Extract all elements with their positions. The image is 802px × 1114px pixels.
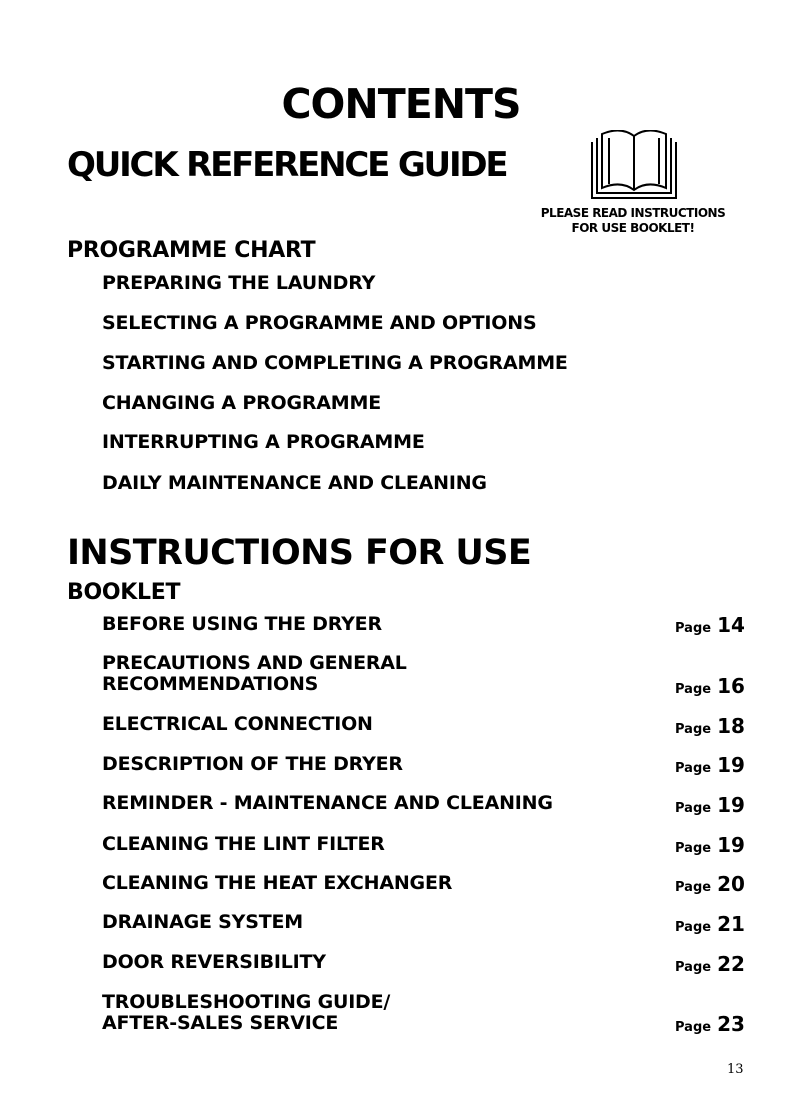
toc-item-lint-filter: CLEANING THE LINT FILTER bbox=[102, 833, 385, 855]
toc-item-before-using: BEFORE USING THE DRYER bbox=[102, 613, 382, 635]
toc-item-heat-exchanger: CLEANING THE HEAT EXCHANGER bbox=[102, 872, 453, 894]
toc-item-preparing-laundry: PREPARING THE LAUNDRY bbox=[102, 272, 376, 294]
programme-chart-heading: PROGRAMME CHART bbox=[67, 238, 316, 263]
instructions-notice bbox=[520, 206, 746, 236]
toc-item-starting-completing: STARTING AND COMPLETING A PROGRAMME bbox=[102, 352, 568, 374]
page-label: Page bbox=[675, 1020, 712, 1035]
toc-item-reminder: REMINDER - MAINTENANCE AND CLEANING bbox=[102, 792, 553, 814]
page-ref bbox=[675, 674, 745, 702]
page-number-ref: 18 bbox=[717, 714, 745, 738]
page-number: 13 bbox=[727, 1062, 744, 1077]
page-ref bbox=[675, 793, 745, 821]
page-label: Page bbox=[675, 722, 712, 737]
toc-item-drainage: DRAINAGE SYSTEM bbox=[102, 911, 303, 933]
toc-item-troubleshooting-cont: AFTER-SALES SERVICE bbox=[102, 1012, 339, 1034]
toc-item-door-reversibility: DOOR REVERSIBILITY bbox=[102, 951, 326, 973]
notice-line-1: PLEASE READ INSTRUCTIONS bbox=[540, 206, 726, 220]
page-number-ref: 19 bbox=[717, 833, 745, 857]
toc-item-daily-maintenance: DAILY MAINTENANCE AND CLEANING bbox=[102, 472, 487, 494]
page-number-ref: 16 bbox=[717, 674, 745, 698]
page-label: Page bbox=[675, 880, 712, 895]
toc-item-changing-programme: CHANGING A PROGRAMME bbox=[102, 392, 381, 414]
page-ref bbox=[675, 833, 745, 861]
quick-reference-guide-heading: QUICK REFERENCE GUIDE bbox=[67, 145, 507, 185]
page-label: Page bbox=[675, 682, 712, 697]
page-number-ref: 14 bbox=[717, 613, 745, 637]
page-label: Page bbox=[675, 920, 712, 935]
booklet-subheading: BOOKLET bbox=[67, 580, 181, 605]
page-label: Page bbox=[675, 621, 712, 636]
page-number-ref: 23 bbox=[717, 1012, 745, 1036]
page-label: Page bbox=[675, 761, 712, 776]
page-ref bbox=[675, 1012, 745, 1040]
toc-item-selecting-programme: SELECTING A PROGRAMME AND OPTIONS bbox=[102, 312, 537, 334]
page-ref bbox=[675, 952, 745, 980]
page-number-ref: 19 bbox=[717, 793, 745, 817]
page-ref bbox=[675, 613, 745, 641]
toc-item-precautions: PRECAUTIONS AND GENERAL bbox=[102, 652, 407, 674]
page-ref bbox=[675, 714, 745, 742]
open-book-icon bbox=[588, 130, 680, 202]
page-number-ref: 20 bbox=[717, 872, 745, 896]
toc-item-troubleshooting: TROUBLESHOOTING GUIDE/ bbox=[102, 991, 391, 1013]
page-label: Page bbox=[675, 960, 712, 975]
page-label: Page bbox=[675, 801, 712, 816]
page-number-ref: 21 bbox=[717, 912, 745, 936]
page-number-ref: 22 bbox=[717, 952, 745, 976]
toc-item-description: DESCRIPTION OF THE DRYER bbox=[102, 753, 403, 775]
page-label: Page bbox=[675, 841, 712, 856]
toc-item-electrical: ELECTRICAL CONNECTION bbox=[102, 713, 373, 735]
page-ref bbox=[675, 872, 745, 900]
page-title: CONTENTS bbox=[281, 80, 521, 128]
notice-line-2: FOR USE BOOKLET! bbox=[571, 221, 695, 235]
toc-item-precautions-cont: RECOMMENDATIONS bbox=[102, 673, 319, 695]
page-ref bbox=[675, 912, 745, 940]
instructions-for-use-heading: INSTRUCTIONS FOR USE bbox=[67, 533, 532, 573]
toc-item-interrupting-programme: INTERRUPTING A PROGRAMME bbox=[102, 431, 425, 453]
page-number-ref: 19 bbox=[717, 753, 745, 777]
page-ref bbox=[675, 753, 745, 781]
